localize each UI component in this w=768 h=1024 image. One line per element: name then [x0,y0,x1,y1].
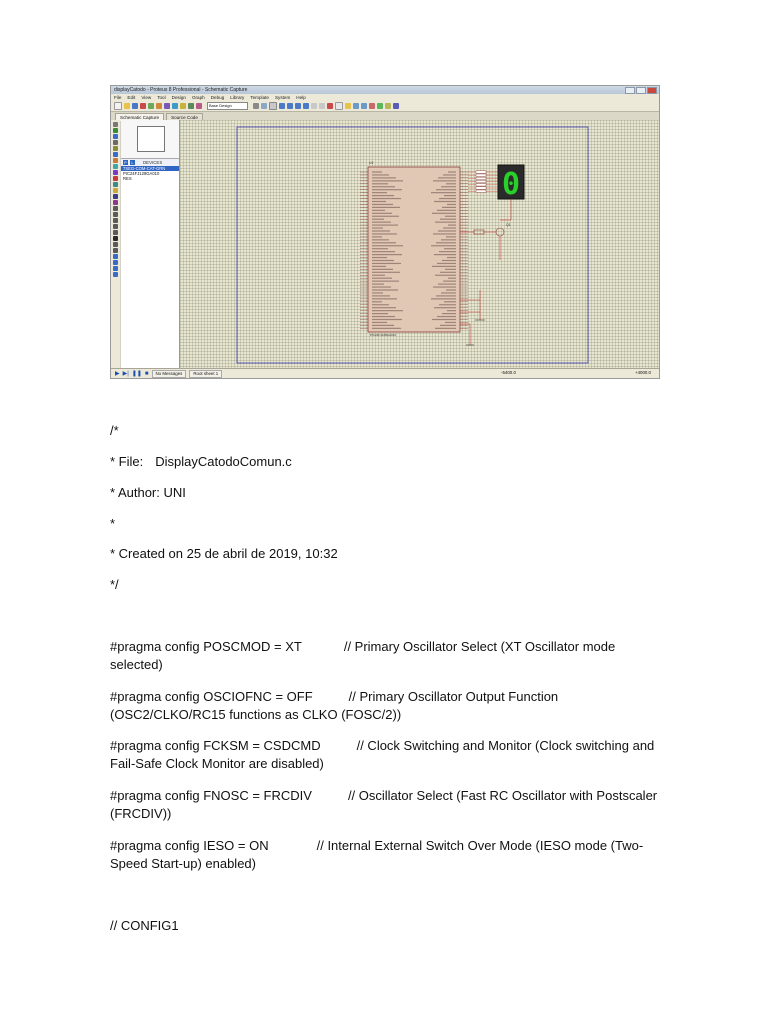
menu-library: Library [230,95,245,100]
home-icon [148,103,154,109]
chip-pin-name-right [441,239,456,240]
chip-pin-name-left [372,213,392,214]
chip-pin-name-right [434,307,456,308]
work-area [111,120,659,369]
file-label: * File: [110,454,144,469]
copy-icon [335,102,343,110]
chip-pin-name-right [440,272,456,273]
chip-pin-name-left [372,295,390,296]
chip-pin-name-left [372,207,400,208]
base-resistor [474,230,484,234]
play-icon: ▶ [115,371,120,377]
open-icon [124,103,130,109]
menu-design: Design [171,95,186,100]
schematic-icon [156,103,162,109]
chip-pin-name-left [372,304,389,305]
chip-pin-name-right [446,289,456,290]
comment-open: /* [110,423,119,438]
device-item: RES [123,176,132,181]
window-controls [625,87,657,94]
chip-pin-name-left [372,239,389,240]
mirror-y-icon [113,272,118,277]
status-bar [111,368,659,378]
text-a-icon [113,236,118,241]
device-item: 7SEG-COM-CAT-GRN [121,166,179,171]
chip-pin-name-right [443,174,456,175]
device-item: PIC24FJ128GA010 [123,171,160,176]
chip-pin-name-left [372,186,395,187]
chip-pin-name-left [372,219,384,220]
pragma-line [110,737,658,773]
chip-pin-name-left [372,180,403,181]
window-title: displayCatodo - Proteus 8 Professional - Schematic Capture [114,87,248,93]
source-icon [196,103,202,109]
chip-pin-name-right [448,278,456,279]
transistor-q1 [496,228,504,236]
author-line: * Author: UNI [110,485,186,500]
chip-pin-name-left [372,242,396,243]
chip-pin-name-right [436,189,456,190]
chip-pin-name-right [445,269,456,270]
file-name: DisplayCatodoComun.c [155,454,292,469]
comment-close: */ [110,577,119,592]
path-icon [113,230,118,235]
segment-resistor [476,187,486,189]
package-icon [393,103,399,109]
chip-pin-name-left [372,316,395,317]
chip-pin-name-right [433,180,456,181]
toolbar [111,101,659,112]
chip-pin-name-right [432,213,456,214]
created-line: * Created on 25 de abril de 2019, 10:32 [110,546,338,561]
chip-pin-name-right [443,281,456,282]
chip-pin-name-right [440,325,456,326]
chip-pin-name-right [437,263,456,264]
library-button: L [131,160,134,165]
chip-pin-name-left [372,325,394,326]
symbol-icon [113,242,118,247]
chip-pin-name-right [431,298,456,299]
chip-pin-name-right [444,248,456,249]
generator-icon [113,188,118,193]
chip-pin-name-left [372,227,383,228]
chip-pin-name-right [439,304,456,305]
zoom-in-icon [279,103,285,109]
chip-pin-name-right [441,292,456,293]
pragma-comment: // Oscillator Select (Fast RC Oscillator with Postscaler (FRCDIV)) [110,788,658,821]
rotate-ccw-icon [113,260,118,265]
chip-pin-name-left [372,266,386,267]
chip-pin-name-left [372,230,390,231]
overview-thumbnail [137,126,165,152]
devices-label: DEVICES [143,160,163,165]
chip-pin-name-right [435,222,456,223]
chip-pin-name-left [372,275,385,276]
chip-pin-name-left [372,313,388,314]
config1-line: // CONFIG1 [110,918,179,933]
chip-pin-name-right [442,260,456,261]
chip-pin-name-right [448,171,456,172]
file-line [110,453,292,471]
chip-pin-name-right [437,316,456,317]
chip-pin-name-right [448,225,456,226]
window-titlebar [111,86,659,94]
chip-pin-name-left [372,192,387,193]
block-copy-icon [353,103,359,109]
tab-source-code: Source Code [166,113,203,121]
chip-pin-name-left [372,260,394,261]
zoom-out-icon [287,103,293,109]
grid-icon [253,103,259,109]
chip-pin-name-left [372,286,391,287]
chip-pin-name-left [372,222,391,223]
pin-icon [113,170,118,175]
chip-pin-name-right [447,257,456,258]
mirror-x-icon [113,266,118,271]
line-icon [113,206,118,211]
redo-icon [319,103,325,109]
pick-device-icon [377,103,383,109]
pragma-code: #pragma config FNOSC = FRCDIV [110,788,312,803]
menu-debug: Debug [210,95,225,100]
status-sheet: Root sheet 1 [189,370,222,378]
zoom-area-icon [303,103,309,109]
chip-pin-name-left [372,319,402,320]
pragma-code: #pragma config POSCMOD = XT [110,639,302,654]
schematic-canvas [180,120,659,369]
save-icon [132,103,138,109]
chip-pin-name-left [372,257,387,258]
subcircuit-icon [113,158,118,163]
chip-pin-name-left [372,189,402,190]
pragma-comment: // Primary Oscillator Output Function (OSC2/CLKO/RC15 functions as CLKO (FOSC/2)) [110,689,559,722]
segment-resistor [476,171,486,173]
menu-tool: Tool [157,95,166,100]
chip-pin-name-left [372,292,383,293]
chip-pin-name-right [431,245,456,246]
chip-pin-name-right [433,286,456,287]
chip-pin-name-right [439,198,456,199]
segment-resistor [476,184,486,186]
chip-pin-name-left [372,278,392,279]
chip-pin-name-left [372,204,393,205]
chip-pin-name-right [436,295,456,296]
chip-pin-name-left [372,201,386,202]
chip-pin-name-right [435,275,456,276]
chip-pin-name-right [441,186,456,187]
chip-pin-name-right [442,207,456,208]
marker-icon [113,248,118,253]
chip-pin-name-right [443,227,456,228]
circle-icon [113,218,118,223]
step-icon: ▶| [122,371,129,377]
3d-icon [172,103,178,109]
chip-pin-name-left [372,210,385,211]
chip-pin-name-left [372,183,388,184]
left-toolbox [111,120,120,369]
chip-pin-name-left [372,236,382,237]
chip-pin-name-left [372,251,395,252]
chip-pin-name-left [372,245,403,246]
terminal-icon [113,164,118,169]
chip-pin-name-left [372,263,401,264]
cut-icon [327,103,333,109]
transistor-label: Q1 [506,223,511,227]
devices-list [121,166,179,181]
chip-pin-name-left [372,248,388,249]
zoom-all-icon [295,103,301,109]
segment-resistor [476,174,486,176]
make-device-icon [385,103,391,109]
pause-icon: ❚❚ [131,371,142,377]
chip-pin-name-right [433,233,456,234]
new-icon [114,102,122,110]
coord-x: -5400.0 [501,370,516,375]
pragma-line [110,638,658,674]
segment-resistor [476,190,486,192]
instrument-icon [113,200,118,205]
chip-pin-name-right [447,310,456,311]
chip-pin-name-right [444,301,456,302]
chip-pin-name-right [442,313,456,314]
close-icon [647,87,657,94]
chip-pin-name-left [372,269,393,270]
chip-pin-name-right [435,328,456,329]
pan-icon [269,102,277,110]
pragma-line [110,837,658,873]
pragma-code: #pragma config FCKSM = CSDCMD [110,738,321,753]
chip-pin-name-left [372,307,396,308]
chip-pin-name-left [372,195,394,196]
chip-pin-name-left [372,177,396,178]
probe-icon [113,194,118,199]
stop-icon: ■ [144,370,149,377]
select-icon [113,122,118,127]
pragma-comment: // Internal External Switch Over Mode (IESO mode (Two-Speed Start-up) enabled) [110,838,644,871]
origin-icon [261,103,267,109]
design-combo: Base Design [207,102,248,110]
gerber-icon [180,103,186,109]
pragma-comment: // Clock Switching and Monitor (Clock switching and Fail-Safe Clock Monitor are disabled) [110,738,655,771]
chip-pin-name-right [438,177,456,178]
box-icon [113,212,118,217]
chip-pin-name-right [434,254,456,255]
chip-pin-name-right [431,192,456,193]
chip-label: U1 [369,161,374,165]
menu-system: System [274,95,291,100]
chip-pin-name-left [372,328,401,329]
pragma-comment: // Primary Oscillator Select (XT Oscillator mode selected) [110,639,616,672]
chip-pin-name-right [432,319,456,320]
tape-icon [113,182,118,187]
chip-pin-name-right [445,322,456,323]
chip-pin-name-left [372,322,387,323]
chip-pin-name-right [446,183,456,184]
chip-pin-name-left [372,216,399,217]
schematic-drawing [180,120,659,369]
menu-help: Help [296,95,306,100]
star-line: * [110,516,116,531]
undo-icon [311,103,317,109]
chip-pin-name-left [372,298,397,299]
chip-pin-name-right [447,204,456,205]
chip-pin-name-right [439,251,456,252]
block-move-icon [361,103,367,109]
chip-pin-name-left [372,272,400,273]
minimize-icon [625,87,635,94]
devices-header [121,159,179,166]
bus-icon [113,152,118,157]
segment-resistor [476,180,486,182]
status-messages: No Messages [152,370,187,378]
chip-pin-name-left [372,284,384,285]
graph-icon [113,176,118,181]
chip-pin-name-right [440,219,456,220]
label-icon [113,140,118,145]
devices-panel [121,120,180,369]
junction-icon [113,134,118,139]
block-delete-icon [369,103,375,109]
pragma-line [110,787,658,823]
coord-y: +4000.0 [635,370,651,375]
overview-preview [121,120,179,159]
rotate-cw-icon [113,254,118,259]
schematic-screenshot [110,85,660,379]
menu-template: Template [250,95,269,100]
menu-file: File [114,95,122,100]
chip-pin-name-left [372,198,401,199]
chip-pin-name-left [372,254,402,255]
chip-pin-name-left [372,171,382,172]
bom-icon [188,103,194,109]
close-project-icon [140,103,146,109]
chip-pin-name-right [434,201,456,202]
chip-pin-name-right [436,242,456,243]
chip-pin-name-right [438,230,456,231]
arc-icon [113,224,118,229]
chip-pin-name-left [372,301,382,302]
pcb-icon [164,103,170,109]
tab-schematic-capture: Schematic Capture [115,113,164,121]
pragma-code: #pragma config OSCIOFNC = OFF [110,689,313,704]
pick-button: P [124,160,127,165]
chip-pin-name-right [438,284,456,285]
pragma-line [110,688,658,724]
menu-graph: Graph [191,95,205,100]
menu-view: View [141,95,152,100]
segment-resistor [476,177,486,179]
maximize-icon [636,87,646,94]
chip-pin-name-right [432,266,456,267]
chip-pin-name-left [372,174,389,175]
menu-edit: Edit [127,95,136,100]
chip-pin-name-left [372,281,399,282]
display-digit: 0 [502,167,521,202]
chip-part-label: PIC24FJ128GA010 [370,333,397,337]
chip-pin-name-right [445,216,456,217]
paste-icon [345,103,351,109]
chip-pin-name-right [446,236,456,237]
segment-resistors [468,171,498,193]
pragma-code: #pragma config IESO = ON [110,838,269,853]
chip-pin-name-left [372,225,398,226]
text-icon [113,146,118,151]
menu-bar [111,94,659,101]
chip-pin-name-right [444,195,456,196]
component-icon [113,128,118,133]
chip-pin-name-left [372,289,398,290]
chip-pin-name-left [372,310,403,311]
chip-pin-name-right [437,210,456,211]
chip-pin-name-left [372,233,397,234]
